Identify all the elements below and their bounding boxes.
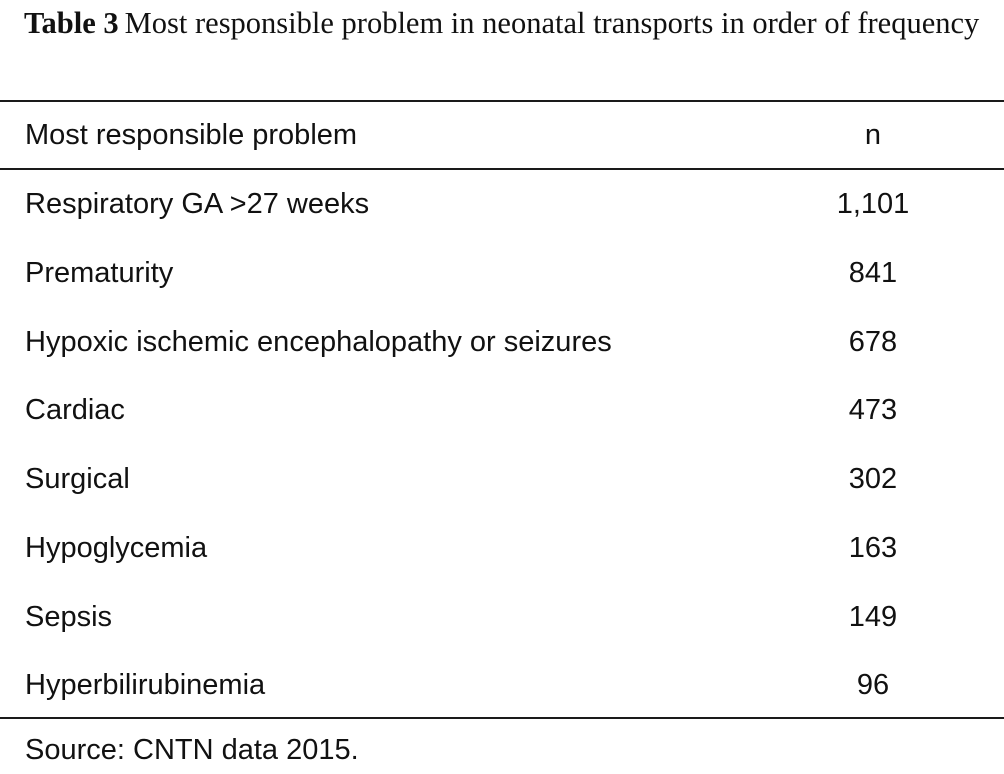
row-n: 149 bbox=[848, 601, 898, 633]
row-n: 96 bbox=[856, 669, 890, 701]
table-bottom-rule bbox=[0, 717, 1004, 719]
row-problem: Prematurity bbox=[25, 257, 174, 289]
row-problem: Hypoglycemia bbox=[25, 532, 208, 564]
row-n: 1,101 bbox=[836, 188, 910, 220]
table-top-rule bbox=[0, 100, 1004, 102]
table-footnote: Source: CNTN data 2015. bbox=[25, 734, 359, 766]
row-problem: Sepsis bbox=[25, 601, 113, 633]
table-caption-label: Table 3 bbox=[24, 6, 119, 40]
row-n: 841 bbox=[848, 257, 898, 289]
header-problem: Most responsible problem bbox=[25, 119, 358, 151]
row-n: 302 bbox=[848, 463, 898, 495]
header-n: n bbox=[864, 119, 882, 151]
row-problem: Surgical bbox=[25, 463, 130, 495]
row-problem: Hypoxic ischemic encephalopathy or seizures bbox=[25, 326, 612, 358]
row-problem: Hyperbilirubinemia bbox=[25, 669, 266, 701]
table-caption-text: Most responsible problem in neonatal transports in order of frequency bbox=[124, 6, 980, 40]
row-problem: Cardiac bbox=[25, 394, 125, 426]
row-problem: Respiratory GA >27 weeks bbox=[25, 188, 370, 220]
row-n: 678 bbox=[848, 326, 898, 358]
row-n: 473 bbox=[848, 394, 898, 426]
row-n: 163 bbox=[848, 532, 898, 564]
table-header-rule bbox=[0, 168, 1004, 170]
table-caption bbox=[24, 4, 984, 43]
